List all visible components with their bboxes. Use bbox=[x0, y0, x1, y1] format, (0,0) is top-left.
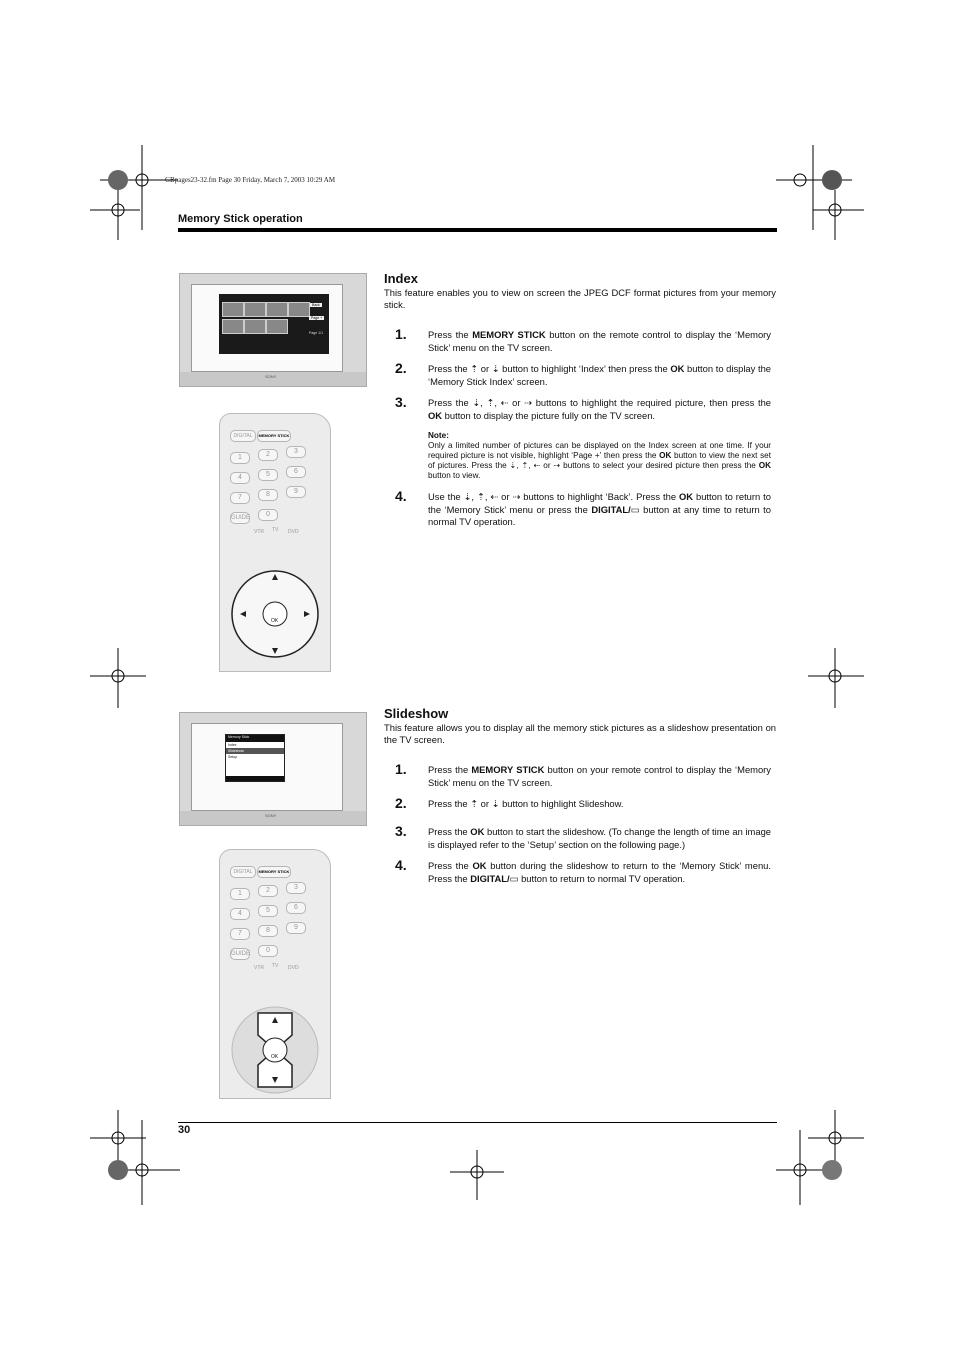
osd-page-count: Page 1/1 bbox=[309, 331, 324, 335]
tv-label: TV bbox=[272, 527, 279, 533]
step-text: Use the ⇣, ⇡, ⇠ or ⇢ buttons to highlight ‘Back’. Press the OK button to return to the ‘Memory Stick’ menu or press the DIGITAL/▭ button at any time to return to normal TV operation. bbox=[428, 491, 771, 527]
key-5: 5 bbox=[258, 469, 278, 481]
osd-page-button: Page + bbox=[311, 316, 323, 320]
tv-slideshow-illustration bbox=[179, 712, 367, 826]
key-0: 0 bbox=[258, 945, 278, 957]
step-text: Press the OK button during the slideshow to return to the ‘Memory Stick’ menu. Press the DIGITAL/▭ button to return to normal TV operation. bbox=[428, 860, 771, 884]
menu-item-slideshow: Slideshow bbox=[226, 748, 284, 754]
section-title: Memory Stick operation bbox=[178, 213, 303, 225]
slideshow-menu-osd bbox=[225, 734, 285, 782]
remote-illustration-slideshow bbox=[219, 849, 331, 1099]
key-4: 4 bbox=[230, 472, 250, 484]
digital-button: DIGITAL bbox=[230, 430, 256, 442]
key-8: 8 bbox=[258, 925, 278, 937]
thumbnail bbox=[222, 319, 244, 334]
step-text: Press the ⇡ or ⇣ button to highlight ‘Index’ then press the OK button to display the ‘Memory Stick Index’ screen. bbox=[428, 363, 771, 387]
key-3: 3 bbox=[286, 882, 306, 894]
step-number: 3. bbox=[395, 823, 407, 839]
key-6: 6 bbox=[286, 466, 306, 478]
tv-stand bbox=[180, 811, 366, 825]
key-8: 8 bbox=[258, 489, 278, 501]
dvd-label: DVD bbox=[288, 529, 299, 535]
step-text: Press the ⇡ or ⇣ button to highlight Slideshow. bbox=[428, 798, 624, 809]
key-9: 9 bbox=[286, 486, 306, 498]
slideshow-intro: This feature allows you to display all the memory stick pictures as a slideshow presentation on the TV screen. bbox=[384, 722, 776, 745]
key-7: 7 bbox=[230, 492, 250, 504]
memory-stick-button: MEMORY STICK bbox=[257, 866, 291, 878]
menu-footer bbox=[226, 776, 284, 781]
memory-stick-button: MEMORY STICK bbox=[257, 430, 291, 442]
index-note bbox=[428, 431, 771, 481]
vtr-label: VTR bbox=[254, 529, 264, 535]
key-2: 2 bbox=[258, 449, 278, 461]
remote-dpad bbox=[230, 1005, 320, 1095]
osd-back-button: Back bbox=[312, 303, 320, 307]
guide-button: GUIDE bbox=[230, 512, 250, 524]
tv-index-illustration bbox=[179, 273, 367, 387]
menu-title: Memory Stick bbox=[226, 735, 284, 742]
remote-top-row bbox=[230, 866, 320, 876]
step-number: 3. bbox=[395, 394, 407, 410]
step-number: 4. bbox=[395, 488, 407, 504]
key-1: 1 bbox=[230, 452, 250, 464]
index-osd bbox=[219, 294, 329, 354]
step-text: Press the OK button to start the slideshow. (To change the length of time an image is displayed refer to the ‘Setup’ section on the following page.) bbox=[428, 826, 771, 850]
remote-top-row bbox=[230, 430, 320, 440]
dvd-label: DVD bbox=[288, 965, 299, 971]
header-rule bbox=[178, 228, 777, 232]
slideshow-heading: Slideshow bbox=[384, 706, 449, 721]
tv-screen bbox=[191, 723, 343, 811]
tv-screen bbox=[191, 284, 343, 372]
remote-illustration-index bbox=[219, 413, 331, 672]
step-text: Press the ⇣, ⇡, ⇠ or ⇢ buttons to highlight the required picture, then press the OK button to display the picture fully on the TV screen. bbox=[428, 397, 771, 421]
note-text: Only a limited number of pictures can be displayed on the Index screen at one time. If your required picture is not visible, highlight ‘Page +’ then press the OK button to view the next set of pictures. Press the ⇣, ⇡, ⇠ or ⇢ buttons to select your desired picture then press the OK button to view. bbox=[428, 441, 772, 480]
thumbnail bbox=[244, 302, 266, 317]
step-number: 1. bbox=[395, 761, 407, 777]
key-2: 2 bbox=[258, 885, 278, 897]
key-3: 3 bbox=[286, 446, 306, 458]
guide-button: GUIDE bbox=[230, 948, 250, 960]
key-4: 4 bbox=[230, 908, 250, 920]
step-number: 1. bbox=[395, 326, 407, 342]
key-7: 7 bbox=[230, 928, 250, 940]
digital-button: DIGITAL bbox=[230, 866, 256, 878]
ok-label: OK bbox=[271, 1054, 279, 1060]
thumbnail bbox=[266, 319, 288, 334]
vtr-label: VTR bbox=[254, 965, 264, 971]
thumbnail bbox=[222, 302, 244, 317]
tv-stand bbox=[180, 372, 366, 386]
tv-brand: SONY bbox=[265, 813, 277, 818]
step-text: Press the MEMORY STICK button on your remote control to display the ‘Memory Stick’ menu on the TV screen. bbox=[428, 764, 771, 788]
index-heading: Index bbox=[384, 271, 418, 286]
key-9: 9 bbox=[286, 922, 306, 934]
key-1: 1 bbox=[230, 888, 250, 900]
print-info: GBpages23-32.fm Page 30 Friday, March 7, 2003 10:29 AM bbox=[165, 176, 336, 184]
key-5: 5 bbox=[258, 905, 278, 917]
thumbnail bbox=[244, 319, 266, 334]
menu-item-setup: Setup bbox=[228, 755, 238, 759]
menu-item-index: Index bbox=[228, 743, 237, 747]
tv-brand: SONY bbox=[265, 374, 277, 379]
remote-dpad bbox=[230, 569, 320, 659]
ok-label: OK bbox=[271, 618, 279, 624]
index-intro: This feature enables you to view on screen the JPEG DCF format pictures from your memory stick. bbox=[384, 287, 776, 310]
key-0: 0 bbox=[258, 509, 278, 521]
page-number: 30 bbox=[178, 1124, 191, 1136]
footer-rule bbox=[178, 1122, 777, 1123]
step-text: Press the MEMORY STICK button on the remote control to display the ‘Memory Stick’ menu on the TV screen. bbox=[428, 329, 771, 353]
thumbnail bbox=[288, 302, 310, 317]
note-title: Note: bbox=[428, 431, 449, 440]
tv-label: TV bbox=[272, 963, 279, 969]
step-number: 4. bbox=[395, 857, 407, 873]
step-number: 2. bbox=[395, 360, 407, 376]
key-6: 6 bbox=[286, 902, 306, 914]
step-number: 2. bbox=[395, 795, 407, 811]
thumbnail bbox=[266, 302, 288, 317]
